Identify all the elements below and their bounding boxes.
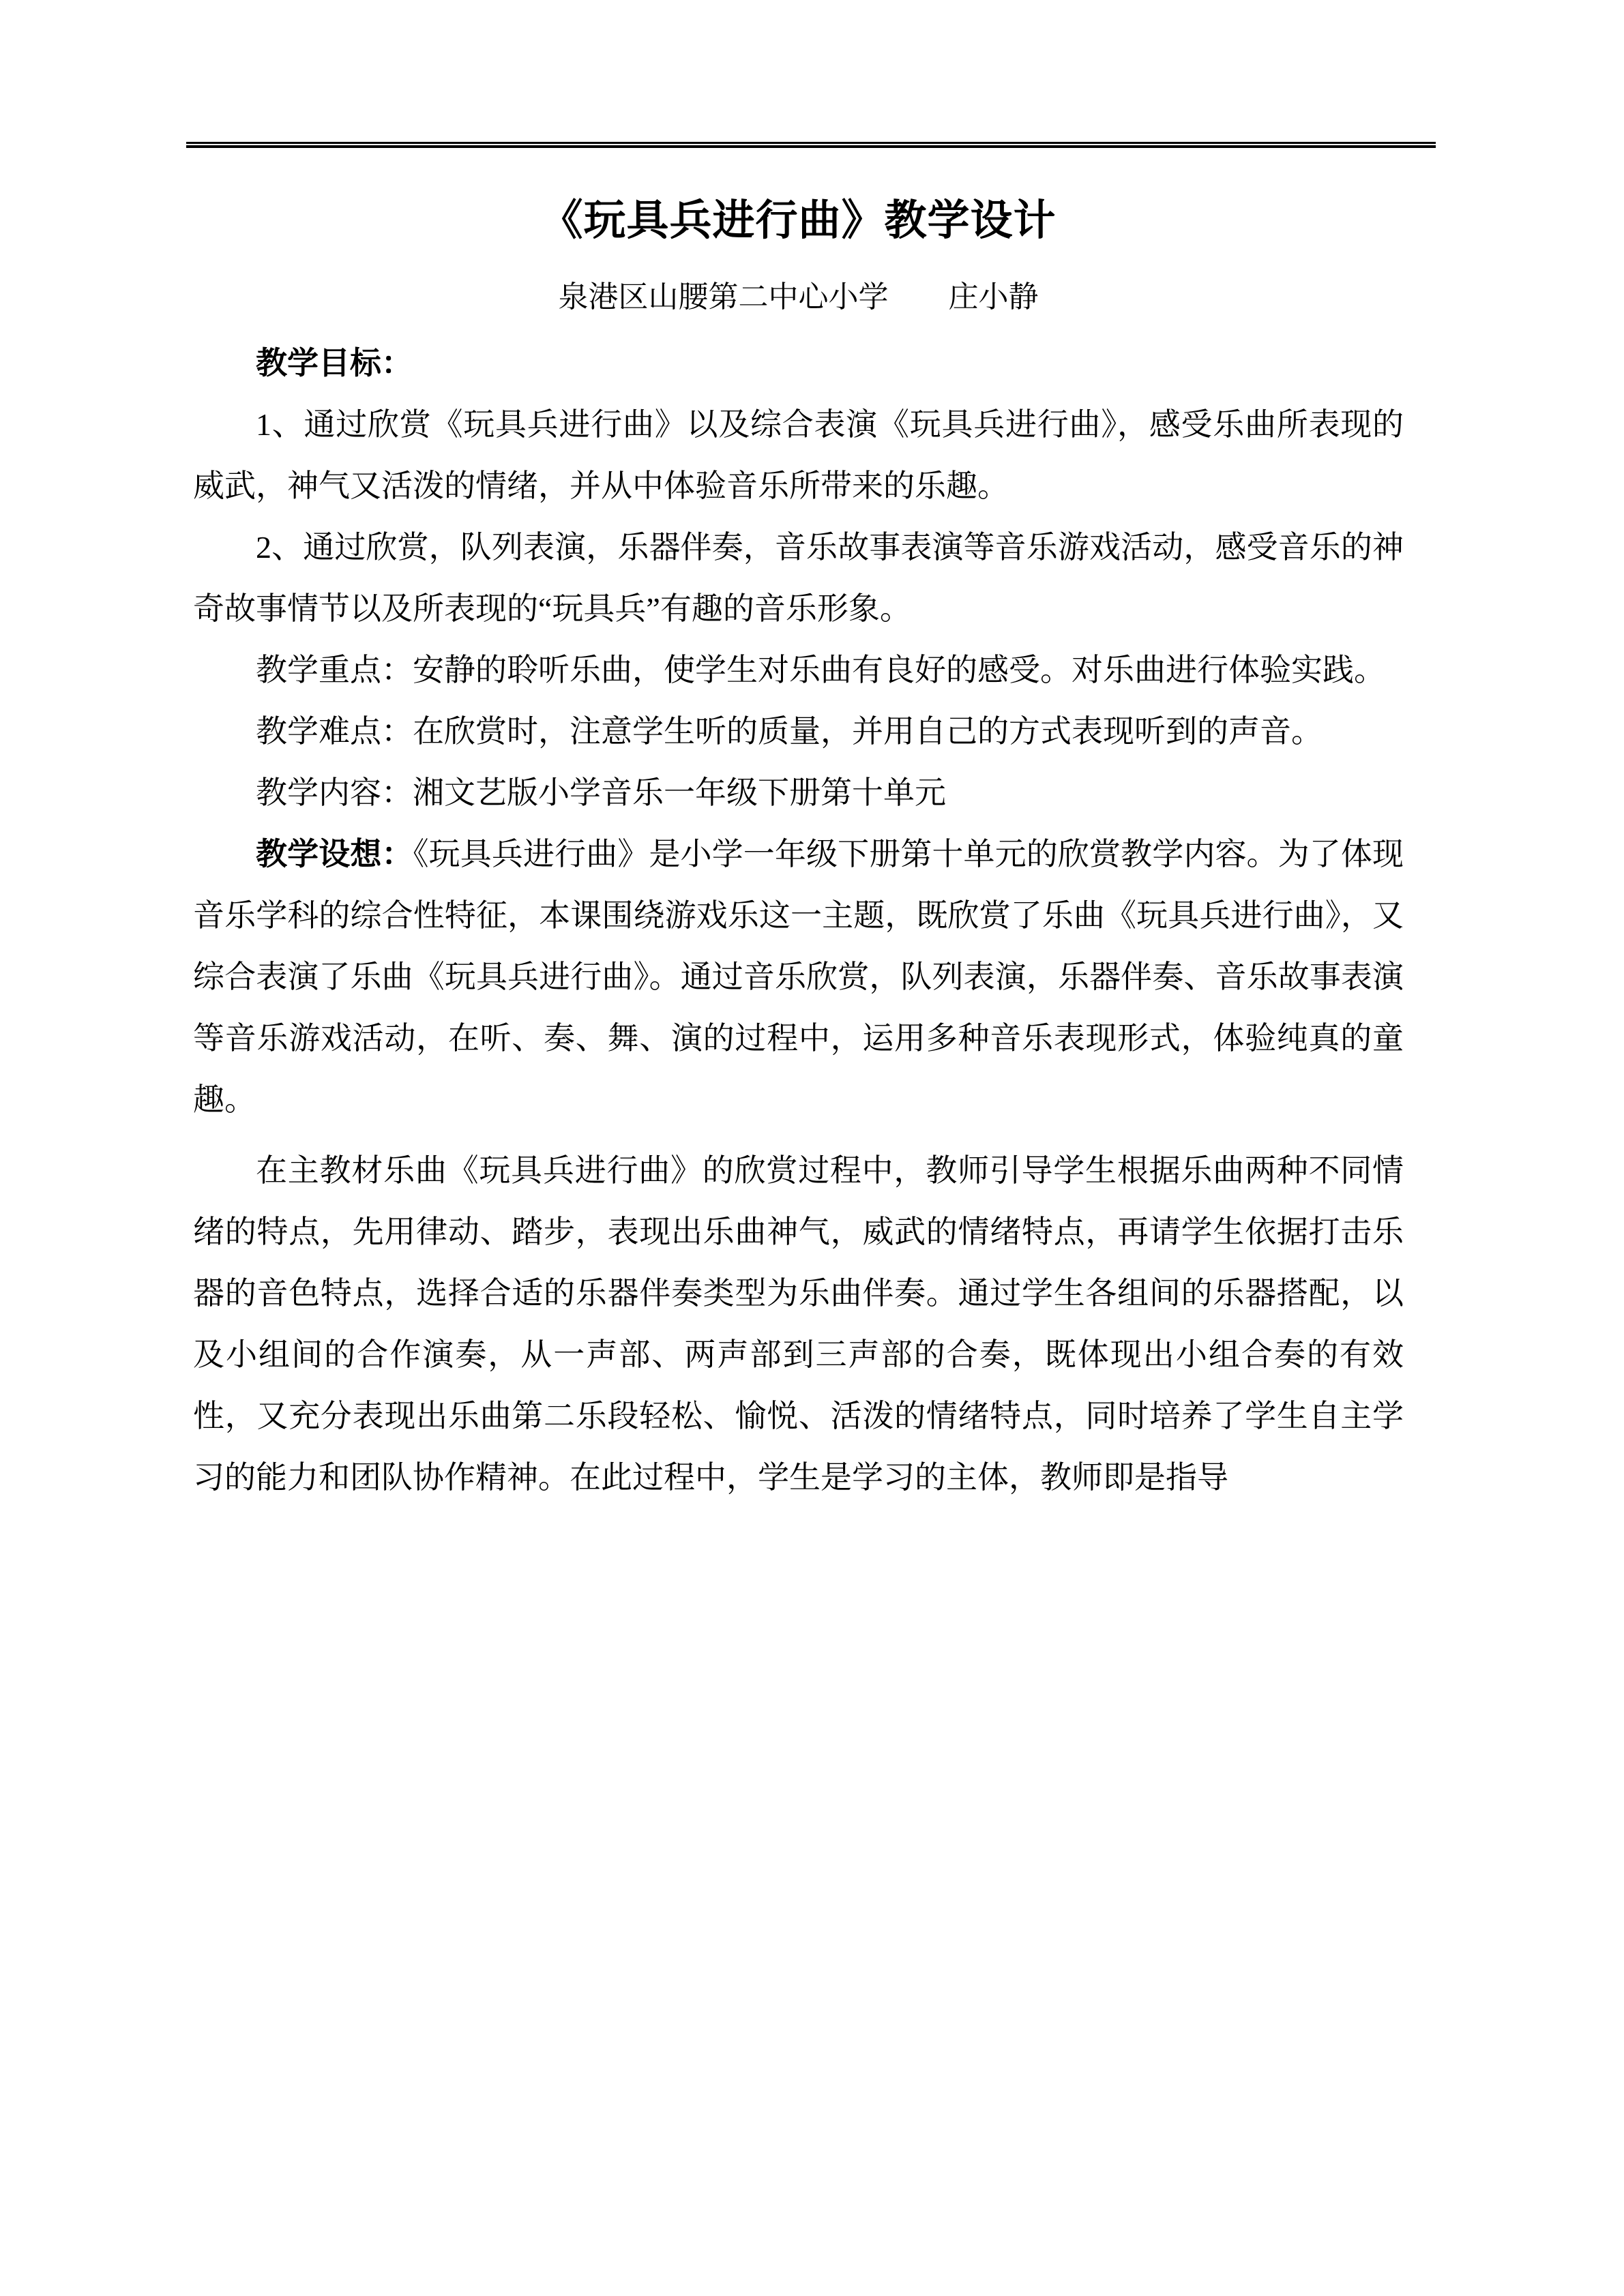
document-body xyxy=(193,168,1404,1508)
paragraph-teaching-content: 教学内容：湘文艺版小学音乐一年级下册第十单元 xyxy=(256,775,946,810)
design-body-text-1: 《玩具兵进行曲》是小学一年级下册第十单元的欣赏教学内容。为了体现音乐学科的综合性特征，本课围绕游戏乐这一主题，既欣赏了乐曲《玩具兵进行曲》，又综合表演了乐曲《玩具兵进行曲》。通过音乐欣赏，队列表演，乐器伴奏、音乐故事表演等音乐游戏活动，在听、奏、舞、演的过程中，运用多种音乐表现形式，体验纯真的童趣。 xyxy=(193,837,1404,1117)
paragraph-objective-2: 2、通过欣赏，队列表演，乐器伴奏，音乐故事表演等音乐游戏活动，感受音乐的神奇故事情节以及所表现的“玩具兵”有趣的音乐形象。 xyxy=(193,530,1404,626)
objectives-label-text: 教学目标： xyxy=(256,346,413,381)
section-label-objectives xyxy=(193,333,1404,394)
author-affiliation-line: 泉港区山腰第二中心小学 庄小静 xyxy=(558,280,1039,314)
paragraph-design-2: 在主教材乐曲《玩具兵进行曲》的欣赏过程中，教师引导学生根据乐曲两种不同情绪的特点，先用律动、踏步，表现出乐曲神气，威武的情绪特点，再请学生依据打击乐器的音色特点，选择合适的乐器伴奏类型为乐曲伴奏。通过学生各组间的乐器搭配，以及小组间的合作演奏，从一声部、两声部到三声部的合奏，既体现出小组合奏的有效性，又充分表现出乐曲第二乐段轻松、愉悦、活泼的情绪特点，同时培养了学生自主学习的能力和团队协作精神。在此过程中，学生是学习的主体，教师即是指导 xyxy=(193,1153,1404,1495)
page-title: 《玩具兵进行曲》教学设计 xyxy=(540,198,1057,244)
paragraph-key-point: 教学重点：安静的聆听乐曲，使学生对乐曲有良好的感受。对乐曲进行体验实践。 xyxy=(256,653,1385,687)
design-label-text: 教学设想： xyxy=(256,837,413,871)
header-divider-rule xyxy=(186,142,1436,148)
paragraph-difficulty: 教学难点：在欣赏时，注意学生听的质量，并用自己的方式表现听到的声音。 xyxy=(256,714,1323,749)
paragraph-design-1 xyxy=(193,824,1404,1131)
paragraph-objective-1: 1、通过欣赏《玩具兵进行曲》以及综合表演《玩具兵进行曲》，感受乐曲所表现的威武，神气又活泼的情绪，并从中体验音乐所带来的乐趣。 xyxy=(193,407,1404,503)
